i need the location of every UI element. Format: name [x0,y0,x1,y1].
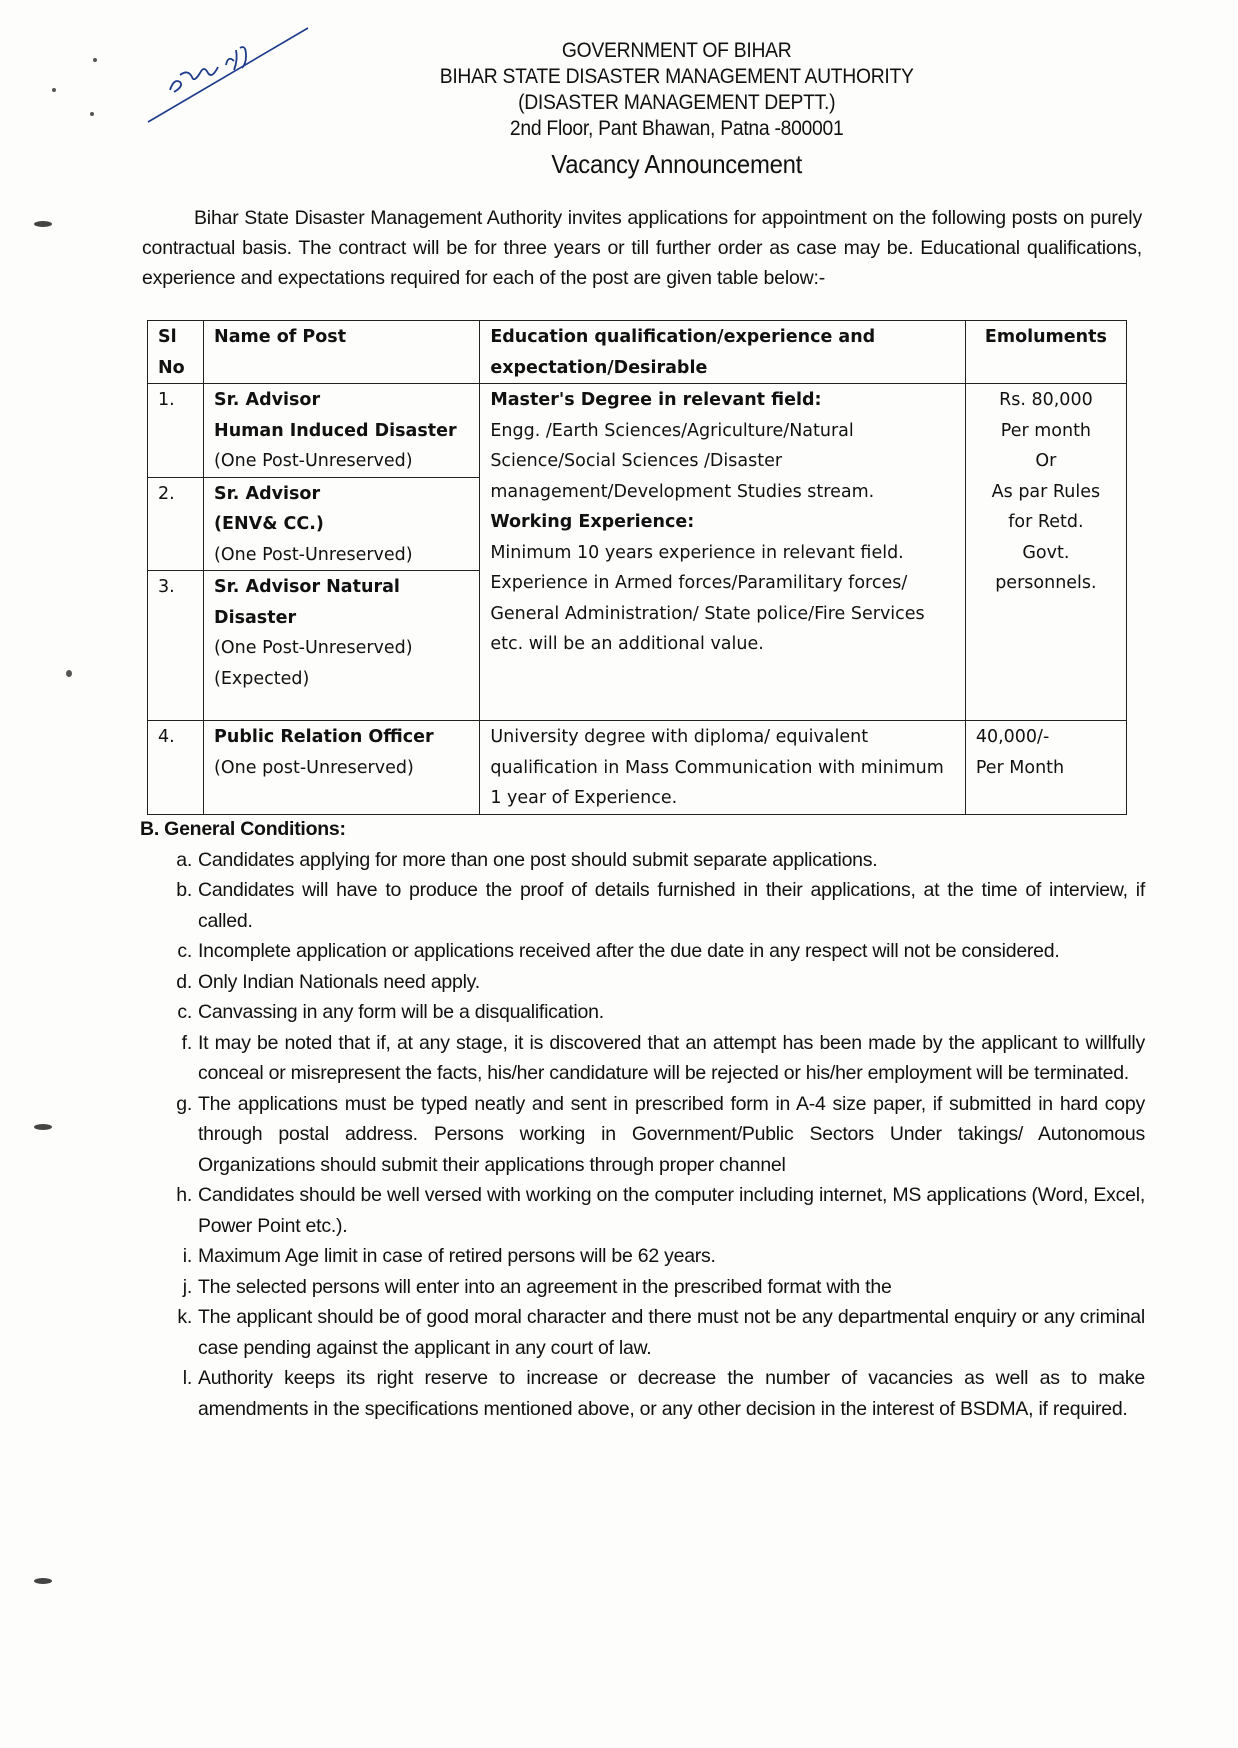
condition-label: a. [176,848,192,871]
header-education: Education qualification/experience and expectation/Desirable [480,321,965,384]
advisor-education [480,384,965,721]
emol-line: Per Month [975,757,1065,778]
post-name [204,571,480,721]
org-address: 2nd Floor, Pant Bhawan, Patna -800001 [509,117,844,140]
margin-dot [66,670,72,677]
condition-label: f. [181,1031,192,1054]
pro-emoluments [965,721,1126,815]
punch-hole-mark [34,1124,52,1130]
condition-item [140,936,1145,967]
org-government: GOVERNMENT OF BIHAR [561,39,792,62]
edu-heading-experience: Working Experience: [490,512,695,532]
sl-no: 1. [148,384,204,478]
post-name [204,384,480,478]
table-row [148,721,1127,815]
condition-label: j. [182,1275,192,1298]
conditions-title: B. General Conditions: [140,818,346,840]
condition-item [140,1241,1145,1272]
condition-label: h. [176,1184,192,1206]
post-subtitle: Human Induced Disaster [214,420,457,441]
condition-item [140,1302,1145,1363]
punch-hole-mark [34,1578,52,1584]
post-note: (One Post-Unreserved) [214,544,413,565]
condition-text: Authority keeps its right reserve to increase or decrease the number of vacancies as well as to make amendments in the specifications mentioned above, or any other decision in the interest of BSDMA, if required. [198,1367,1145,1420]
emol-line: for Retd. [1008,512,1084,532]
condition-text: Candidates applying for more than one post should submit separate applications. [198,848,878,871]
post-name [204,721,480,815]
emol-line: personnels. [995,573,1097,593]
header-sl-no: Sl No [148,321,204,384]
condition-label: k. [177,1306,192,1328]
sl-no: 4. [148,721,204,815]
post-name [204,477,480,571]
letterhead [52,38,1191,179]
condition-item [140,1363,1145,1424]
page-title: Vacancy Announcement [551,149,803,179]
edu-degree-fields: Engg. /Earth Sciences/Agriculture/Natural Science/Social Sciences /Disaster management/Development Studies stream. [490,420,875,502]
condition-label: g. [176,1092,192,1115]
org-authority: BIHAR STATE DISASTER MANAGEMENT AUTHORITY [439,65,914,88]
advisor-emoluments [965,384,1126,721]
post-subtitle: (ENV& CC.) [214,514,324,534]
condition-item [140,997,1145,1028]
emol-line: As par Rules [991,481,1101,502]
pro-education: University degree with diploma/ equivalent qualification in Mass Communication with minimum 1 year of Experience. [480,721,965,815]
general-conditions [140,814,1145,1424]
sl-no: 2. [148,477,204,571]
condition-text: The applications must be typed neatly and sent in prescribed form in A-4 size paper, if submitted in hard copy through postal address. Persons working in Government/Public Sectors Under takings/ Autonomous Organizations should submit their applications through proper channel [198,1092,1145,1176]
post-title: Sr. Advisor [214,483,321,504]
post-title: Sr. Advisor Natural Disaster [214,577,400,628]
emol-line: 40,000/- [975,727,1050,747]
condition-text: Candidates will have to produce the proof of details furnished in their applications, at the time of interview, if called. [198,879,1145,932]
post-note: (One Post-Unreserved) [214,451,413,471]
condition-item [140,1089,1145,1181]
table-row [148,384,1127,478]
condition-label: l. [182,1367,192,1389]
condition-label: c. [177,940,192,962]
post-title: Public Relation Officer [214,727,434,747]
emol-line: Or [1035,451,1057,471]
condition-item [140,1272,1145,1303]
condition-item [140,845,1145,876]
condition-text: It may be noted that if, at any stage, it is discovered that an attempt has been made by the applicant to willfully conceal or misrepresent the facts, his/her candidature will be rejected or his/her employment will be terminated. [198,1031,1145,1084]
table-header-row [148,321,1127,384]
edu-experience-years: Minimum 10 years experience in relevant field. [490,542,904,563]
vacancy-table [147,320,1127,815]
sl-no: 3. [148,571,204,721]
edu-heading-degree: Master's Degree in relevant field: [490,390,822,410]
condition-label: d. [176,970,192,993]
header-emoluments: Emoluments [965,321,1126,384]
condition-item [140,875,1145,936]
condition-text: The applicant should be of good moral character and there must not be any departmental enquiry or any criminal case pending against the applicant in any court of law. [198,1306,1145,1359]
condition-text: Canvassing in any form will be a disqualification. [198,1001,604,1023]
post-note: (One post-Unreserved) [214,757,414,778]
punch-hole-mark [34,221,52,227]
emol-line: Rs. 80,000 [999,390,1093,410]
condition-text: Candidates should be well versed with working on the computer including internet, MS applications (Word, Excel, Power Point etc.). [198,1184,1145,1237]
org-department: (DISASTER MANAGEMENT DEPTT.) [518,91,836,114]
intro-paragraph [142,203,1142,293]
condition-label: c. [177,1001,192,1023]
condition-text: The selected persons will enter into an agreement in the prescribed format with the [198,1275,892,1298]
condition-label: b. [176,879,192,901]
edu-experience-additional: Experience in Armed forces/Paramilitary forces/ General Administration/ State police/Fire Services etc. will be an additional value. [490,573,925,654]
condition-label: i. [182,1245,192,1267]
condition-item [140,967,1145,998]
emol-line: Per month [1000,420,1092,441]
condition-text: Incomplete application or applications received after the due date in any respect will not be considered. [198,940,1060,962]
intro-text: Bihar State Disaster Management Authority invites applications for appointment on the following posts on purely contractual basis. The contract will be for three years or till further order as case may be. Educational qualifications, experience and expectations required for each of the post are given table below:- [142,207,1142,289]
post-note-expected: (Expected) [214,668,310,689]
header-post-name: Name of Post [204,321,480,384]
post-title: Sr. Advisor [214,390,321,410]
condition-item [140,1028,1145,1089]
condition-text: Only Indian Nationals need apply. [198,970,480,993]
post-note: (One Post-Unreserved) [214,638,413,658]
condition-text: Maximum Age limit in case of retired persons will be 62 years. [198,1245,716,1267]
condition-item [140,1180,1145,1241]
emol-line: Govt. [1022,542,1070,563]
